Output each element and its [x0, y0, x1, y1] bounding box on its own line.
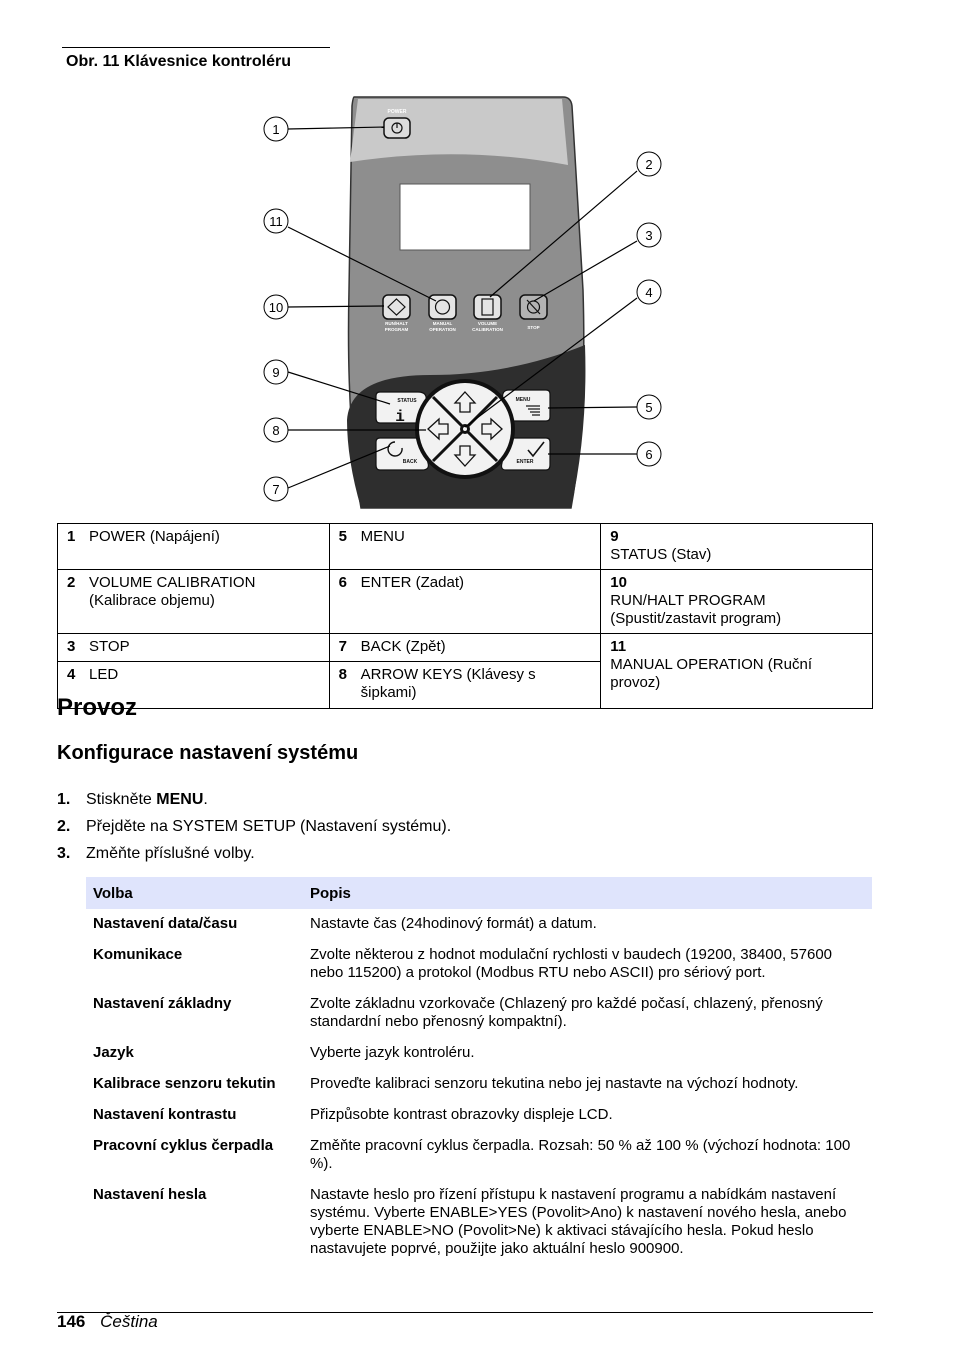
list-item: 2. Přejděte na SYSTEM SETUP (Nastavení systému). — [57, 818, 452, 835]
section-heading: Provoz — [57, 694, 138, 721]
legend-cell: 1 POWER (Napájení) — [58, 524, 330, 570]
callout-5: 5 — [645, 400, 653, 415]
callout-4: 4 — [645, 285, 653, 300]
run-halt-label-2: PROGRAM — [384, 327, 409, 332]
figure-caption: Obr. 11 Klávesnice kontroléru — [66, 53, 291, 70]
legend-cell: 7 BACK (Zpět) — [329, 634, 601, 662]
options-table — [86, 877, 872, 1265]
info-icon: i — [395, 408, 405, 426]
page-footer — [57, 1312, 158, 1332]
menu-key-label: MENU — [515, 397, 531, 403]
table-row: Kalibrace senzoru tekutin Proveďte kalibraci senzoru tekutina nebo jej nastavte na výchozí hodnoty. — [93, 1075, 799, 1092]
procedure-steps — [57, 790, 877, 871]
legend-cell: 3 STOP — [58, 634, 330, 662]
callout-1: 1 — [272, 122, 280, 137]
list-item: 3. Změňte příslušné volby. — [57, 845, 255, 862]
footer-rule — [57, 1312, 873, 1313]
legend-cell: 10RUN/HALT PROGRAM (Spustit/zastavit program) — [601, 570, 873, 634]
back-key-label: BACK — [402, 459, 418, 465]
callout-11: 11 — [269, 214, 283, 229]
callout-10: 10 — [268, 300, 284, 315]
callout-8: 8 — [272, 423, 280, 438]
subsection-heading: Konfigurace nastavení systému — [57, 742, 359, 764]
stop-label: STOP — [527, 325, 540, 330]
legend-cell: 6 ENTER (Zadat) — [329, 570, 601, 634]
controller-keypad-figure — [250, 90, 680, 515]
table-row: Nastavení základny Zvolte základnu vzorkovače (Chlazený pro každé počasí, chlazený, přenosný standardní nebo přenosný kompaktní). — [93, 995, 823, 1030]
manual-label-1: MANUAL — [432, 321, 453, 326]
figure-caption-rule — [62, 47, 330, 48]
footer-language: Čeština — [100, 1312, 158, 1331]
callout-6: 6 — [645, 447, 653, 462]
table-row: Pracovní cyklus čerpadla Změňte pracovní cyklus čerpadla. Rozsah: 50 % až 100 % (výchozí hodnota: 100 %). — [93, 1137, 851, 1172]
callout-3: 3 — [645, 228, 653, 243]
volume-label-2: CALIBRATION — [472, 327, 503, 332]
status-key-label: STATUS — [397, 398, 417, 404]
legend-cell: 4 LED — [58, 662, 330, 709]
callout-9: 9 — [272, 365, 280, 380]
lcd-display — [400, 184, 530, 250]
manual-operation-key — [429, 295, 456, 319]
volume-label-1: VOLUME — [477, 321, 498, 326]
legend-cell: 11MANUAL OPERATION (Ruční provoz) — [601, 634, 873, 709]
figure-legend-table — [57, 523, 873, 709]
callout-2: 2 — [645, 157, 653, 172]
page-number: 146 — [57, 1312, 86, 1331]
table-row: Nastavení hesla Nastavte heslo pro řízení přístupu k nastavení programu a nabídkám nastavení systému. Vyberte ENABLE>YES (Povolit>Ano) k nastavení nového hesla, anebo vyberte ENABLE>NO (Povolit>Ne) k aktivaci stávajícího hesla. Pokud heslo nastavujete poprvé, použijte jako aktuální heslo 900900. — [93, 1186, 847, 1257]
power-key-label: POWER — [387, 109, 407, 115]
column-header: Volba — [86, 877, 303, 909]
column-header: Popis — [303, 877, 872, 909]
table-row: Komunikace Zvolte některou z hodnot modulační rychlosti v baudech (19200, 38400, 57600 nebo 115200) a protokol (Modbus RTU nebo ASCII) pro sériový port. — [93, 946, 833, 981]
callout-7: 7 — [272, 482, 280, 497]
run-halt-label-1: RUN/HALT — [385, 321, 408, 326]
legend-cell: 8 ARROW KEYS (Klávesy s šipkami) — [329, 662, 601, 709]
table-row: Nastavení data/času Nastavte čas (24hodinový formát) a datum. — [93, 915, 597, 932]
table-row: Jazyk Vyberte jazyk kontroléru. — [93, 1044, 475, 1061]
manual-label-2: OPERATION — [429, 327, 456, 332]
legend-cell: 9STATUS (Stav) — [601, 524, 873, 570]
table-header-row — [86, 877, 872, 909]
table-row: Nastavení kontrastu Přizpůsobte kontrast obrazovky displeje LCD. — [93, 1106, 613, 1123]
list-item: 1. Stiskněte MENU. — [57, 791, 208, 808]
enter-key-label: ENTER — [516, 459, 534, 465]
legend-cell: 2 VOLUME CALIBRATION (Kalibrace objemu) — [58, 570, 330, 634]
legend-cell: 5 MENU — [329, 524, 601, 570]
